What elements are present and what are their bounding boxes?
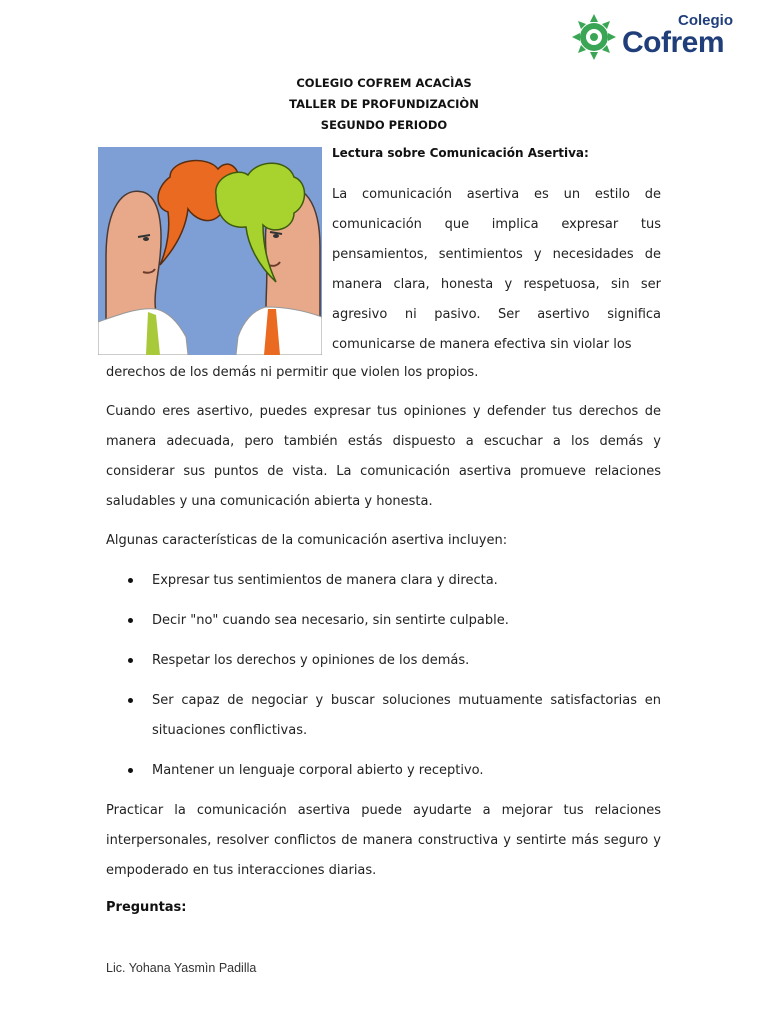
cofrem-emblem-icon	[570, 12, 618, 62]
list-item: Mantener un lenguaje corporal abierto y receptivo.	[106, 756, 661, 786]
logo-label-small: Colegio	[678, 12, 733, 29]
characteristics-list	[106, 566, 661, 796]
intro-paragraph: La comunicación asertiva es un estilo de comunicación que implica expresar tus pensamientos, sentimientos y necesidades de manera clara, honesta y respetuosa, sin ser agresivo ni pasivo. Ser asertivo significa comunicarse de manera efectiva sin violar los	[332, 187, 661, 352]
header-school: COLEGIO COFREM ACACÌAS	[296, 76, 472, 90]
document-header	[0, 73, 768, 136]
list-item: Respetar los derechos y opiniones de los demás.	[106, 646, 661, 676]
logo-label-big: Cofrem	[622, 26, 725, 59]
list-item: Decir "no" cuando sea necesario, sin sentirte culpable.	[106, 606, 661, 636]
list-item: Ser capaz de negociar y buscar soluciones mutuamente satisfactorias en situaciones conflictivas.	[106, 686, 661, 746]
school-logo	[570, 10, 750, 66]
header-period: SEGUNDO PERIODO	[320, 118, 448, 132]
closing-paragraph: Practicar la comunicación asertiva puede ayudarte a mejorar tus relaciones interpersonales, resolver conflictos de manera constructiva y sentirte más seguro y empoderado en tus interacciones diarias.	[106, 803, 661, 878]
intro-paragraph-continued: derechos de los demás ni permitir que violen los propios.	[106, 365, 479, 380]
reading-title: Lectura sobre Comunicación Asertiva:	[332, 146, 589, 160]
questions-heading: Preguntas:	[106, 900, 187, 915]
list-item: Expresar tus sentimientos de manera clara y directa.	[106, 566, 661, 596]
header-workshop: TALLER DE PROFUNDIZACIÒN	[289, 97, 479, 111]
two-people-talking-illustration	[98, 147, 322, 355]
assertive-paragraph: Cuando eres asertivo, puedes expresar tus opiniones y defender tus derechos de manera adecuada, pero también estás dispuesto a escuchar a los demás y considerar sus puntos de vista. La comunicación asertiva promueve relaciones saludables y una comunicación abierta y honesta.	[106, 404, 661, 509]
footer-author: Lic. Yohana Yasmìn Padilla	[106, 961, 257, 975]
characteristics-intro: Algunas características de la comunicación asertiva incluyen:	[106, 533, 508, 548]
